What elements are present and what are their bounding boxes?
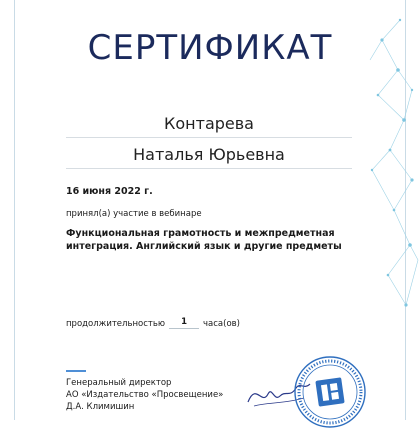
certificate-title: СЕРТИФИКАТ [87,28,333,68]
duration-unit: часа(ов) [203,319,240,329]
duration-value: 1 [169,317,199,329]
signer-block [66,377,223,413]
recipient-given-names: Наталья Юрьевна [133,145,285,164]
duration-label: продолжительностью [66,319,166,329]
webinar-topic-line-1: Функциональная грамотность и межпредметная [66,228,335,239]
participation-text: принял(а) участие в вебинаре [66,209,202,219]
duration [66,317,240,329]
publisher-seal-icon [292,354,368,430]
webinar-topic-line-2: интеграция. Английский язык и другие предметы [66,241,342,252]
signer-name: Д.А. Климишин [66,402,135,412]
given-names-underline [66,168,352,169]
recipient-surname: Контарева [164,114,254,133]
signer-position: Генеральный директор [66,378,172,388]
signer-accent-line [66,370,86,372]
signer-organization: АО «Издательство «Просвещение» [66,390,224,400]
surname-underline [66,137,352,138]
webinar-topic [66,227,356,253]
webinar-date: 16 июня 2022 г. [66,186,153,197]
